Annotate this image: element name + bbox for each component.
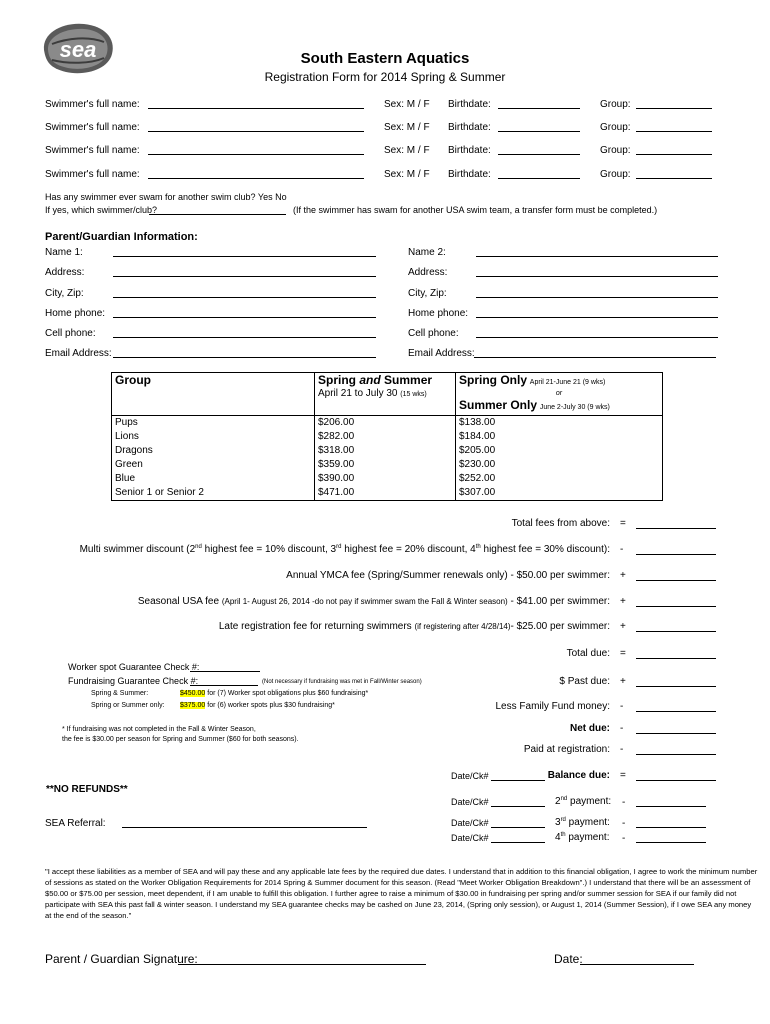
parent-field[interactable]	[113, 357, 376, 358]
birthdate-field[interactable]	[498, 178, 580, 179]
parent-field[interactable]	[476, 256, 718, 257]
op-sign: +	[620, 570, 626, 581]
family-fund-field[interactable]	[636, 711, 716, 712]
swimmer-name-field[interactable]	[148, 178, 364, 179]
parent-label: Address:	[408, 267, 448, 278]
sex-field[interactable]: Sex: M / F	[384, 99, 430, 110]
parent-field[interactable]	[476, 276, 718, 277]
swimmer-name-field[interactable]	[148, 108, 364, 109]
sex-field[interactable]: Sex: M / F	[384, 169, 430, 180]
group-label: Group:	[600, 99, 631, 110]
worker-check-field[interactable]	[190, 671, 260, 672]
sex-field[interactable]: Sex: M / F	[384, 145, 430, 156]
birthdate-label: Birthdate:	[448, 99, 491, 110]
date-check-field[interactable]	[491, 827, 545, 828]
parent-label: Home phone:	[45, 308, 106, 319]
op-sign: +	[620, 676, 626, 687]
swimmer-name-field[interactable]	[148, 154, 364, 155]
total-fees-field[interactable]	[636, 528, 716, 529]
sex-field[interactable]: Sex: M / F	[384, 122, 430, 133]
fees-header-row	[112, 373, 663, 416]
family-fund-label: Less Family Fund money:	[495, 701, 610, 712]
worker-check-label: Worker spot Guarantee Check #:	[68, 662, 200, 672]
fundraising-check-label: Fundraising Guarantee Check #:	[68, 676, 199, 686]
past-due-field[interactable]	[636, 686, 716, 687]
swimmer-name-label: Swimmer's full name:	[45, 122, 140, 133]
swimmer-name-label: Swimmer's full name:	[45, 169, 140, 180]
date-check-label: Date/Ck#	[451, 771, 489, 781]
parent-field[interactable]	[113, 297, 376, 298]
parent-label: Cell phone:	[408, 328, 459, 339]
fundraising-footnote: the fee is $30.00 per season for Spring and Summer ($60 for both seasons).	[62, 736, 299, 743]
total-due-label: Total due:	[566, 648, 610, 659]
parent-field[interactable]	[476, 317, 718, 318]
sea-logo	[38, 20, 118, 76]
spring-summer-header: Spring and Summer April 21 to July 30 (15 wks)	[315, 373, 456, 416]
group-field[interactable]	[636, 178, 712, 179]
balance-due-label: Balance due:	[547, 770, 610, 781]
op-sign: -	[620, 701, 624, 712]
payment-3-field[interactable]	[636, 827, 706, 828]
parent-heading: Parent/Guardian Information:	[45, 231, 198, 243]
group-header: Group	[112, 373, 315, 416]
date-check-field[interactable]	[491, 842, 545, 843]
parent-label: Home phone:	[408, 308, 469, 319]
parent-label: Email Address:	[45, 348, 112, 359]
group-label: Group:	[600, 169, 631, 180]
op-sign: =	[620, 518, 626, 529]
referral-field[interactable]	[122, 827, 367, 828]
net-due-label: Net due:	[570, 723, 610, 734]
multi-discount-field[interactable]	[636, 554, 716, 555]
date-check-label: Date/Ck#	[451, 833, 489, 843]
group-label: Group:	[600, 145, 631, 156]
ymca-fee-field[interactable]	[636, 580, 716, 581]
parent-field[interactable]	[476, 337, 718, 338]
svg-text:sea: sea	[59, 37, 97, 62]
ss-guarantee-label: Spring & Summer:	[91, 690, 149, 697]
ss-guarantee-text: $450.00 for (7) Worker spot obligations plus $60 fundraising*	[180, 690, 369, 697]
group-field[interactable]	[636, 108, 712, 109]
spring-summer-only-header: Spring Only April 21-June 21 (9 wks) or Summer Only June 2-July 30 (9 wks)	[456, 373, 663, 416]
fees-table	[111, 372, 663, 501]
parent-label: Name 1:	[45, 247, 83, 258]
op-sign: -	[620, 544, 624, 555]
op-sign: -	[622, 818, 626, 829]
payment-4-field[interactable]	[636, 842, 706, 843]
no-refunds-label: **NO REFUNDS**	[46, 784, 128, 795]
op-sign: +	[620, 621, 626, 632]
total-due-field[interactable]	[636, 658, 716, 659]
referral-label: SEA Referral:	[45, 818, 106, 829]
birthdate-label: Birthdate:	[448, 145, 491, 156]
op-sign: =	[620, 770, 626, 781]
other-club-which-label: If yes, which swimmer/club?	[45, 205, 158, 215]
total-fees-label: Total fees from above:	[511, 518, 610, 529]
past-due-label: $ Past due:	[559, 676, 610, 687]
parent-field[interactable]	[474, 357, 716, 358]
parent-label: Address:	[45, 267, 85, 278]
page-title: South Eastern Aquatics	[300, 50, 470, 67]
swimmer-name-label: Swimmer's full name:	[45, 99, 140, 110]
op-sign: -	[620, 723, 624, 734]
fundraising-check-field[interactable]	[190, 685, 258, 686]
late-fee-field[interactable]	[636, 631, 716, 632]
parent-label: Name 2:	[408, 247, 446, 258]
date-check-label: Date/Ck#	[451, 797, 489, 807]
signature-field[interactable]	[178, 964, 426, 965]
birthdate-field[interactable]	[498, 154, 580, 155]
parent-label: Cell phone:	[45, 328, 96, 339]
ymca-fee-label: Annual YMCA fee (Spring/Summer renewals only) - $50.00 per swimmer:	[286, 570, 610, 581]
page-subtitle: Registration Form for 2014 Spring & Summer	[264, 70, 506, 84]
payment-3-label: 3rd payment:	[555, 817, 610, 828]
group-field[interactable]	[636, 154, 712, 155]
group-field[interactable]	[636, 131, 712, 132]
fundraising-footnote: * If fundraising was not completed in the Fall & Winter Season,	[62, 726, 256, 733]
signature-label: Parent / Guardian Signature:	[45, 952, 198, 966]
parent-field[interactable]	[113, 337, 376, 338]
parent-label: Email Address:	[408, 348, 475, 359]
parent-field[interactable]	[113, 276, 376, 277]
late-fee-label: Late registration fee for returning swimmers (if registering after 4/28/14)- $25.00 per swimmer:	[218, 621, 610, 632]
signature-date-label: Date:	[554, 952, 583, 966]
paid-label: Paid at registration:	[523, 744, 610, 755]
net-due-field[interactable]	[636, 733, 716, 734]
parent-field[interactable]	[113, 317, 376, 318]
other-club-which-field[interactable]	[149, 214, 286, 215]
op-sign: -	[622, 797, 626, 808]
fundraising-note: (Not necessary if fundraising was met in Fall/Winter season)	[262, 679, 422, 685]
parent-label: City, Zip:	[408, 288, 447, 299]
birthdate-field[interactable]	[498, 108, 580, 109]
op-sign: -	[622, 833, 626, 844]
one-guarantee-text: $375.00 for (6) worker spots plus $30 fundraising*	[180, 702, 335, 709]
other-club-question: Has any swimmer ever swam for another swim club? Yes No	[45, 192, 287, 202]
date-check-field[interactable]	[491, 780, 545, 781]
usa-fee-label: Seasonal USA fee (April 1- August 26, 2014 -do not pay if swimmer swam the Fall & Winter season) - $41.00 per swimmer:	[137, 596, 610, 607]
date-check-field[interactable]	[491, 806, 545, 807]
op-sign: -	[620, 744, 624, 755]
parent-field[interactable]	[476, 297, 718, 298]
agreement-text: "I accept these liabilities as a member of SEA and will pay these and any applicable late fees by the required due dates. I understand that in addition to this financial obligation, I agree to work the minimum number of sessions as stated on the Worker Obligation Requirements for 2014 Spring & Summer document for this season. (Read "Meet Worker Obligation Breakdown".) I understand that there will be an assessment of $50.00 or $75.00 per session, meet dependent, if I am unable to fulfill this obligation. I further agree to raise a minimum of $30.00 in fundraising per spring and/or summer session for SEA if our family did not participate with SEA this past fall & winter season. I understand my SEA guarantee checks may be cashed on June 23, 2014, (Spring only session), or August 1, 2014 (Summer Session), if I owe SEA any money at the end of the season."	[45, 867, 758, 920]
op-sign: +	[620, 596, 626, 607]
usa-fee-field[interactable]	[636, 606, 716, 607]
transfer-note: (If the swimmer has swam for another USA swim team, a transfer form must be completed.)	[293, 205, 658, 215]
multi-swimmer-discount-label: Multi swimmer discount (2nd highest fee = 10% discount, 3rd highest fee = 20% discount, 4th highest fee = 30% discount):	[79, 544, 610, 555]
date-check-label: Date/Ck#	[451, 818, 489, 828]
parent-label: City, Zip:	[45, 288, 84, 299]
birthdate-field[interactable]	[498, 131, 580, 132]
swimmer-name-field[interactable]	[148, 131, 364, 132]
op-sign: =	[620, 648, 626, 659]
paid-field[interactable]	[636, 754, 716, 755]
table-row: Pups Lions Dragons Green Blue Senior 1 or Senior 2 $206.00 $282.00 $318.00 $359.00 $390.00 $471.00 $138.00 $184.00 $205.00 $230.00 $252.00 $307.00	[112, 416, 663, 501]
birthdate-label: Birthdate:	[448, 122, 491, 133]
payment-2-field[interactable]	[636, 806, 706, 807]
birthdate-label: Birthdate:	[448, 169, 491, 180]
group-label: Group:	[600, 122, 631, 133]
signature-date-field[interactable]	[580, 964, 694, 965]
payment-2-label: 2nd payment:	[555, 796, 612, 807]
one-guarantee-label: Spring or Summer only:	[91, 702, 165, 709]
parent-field[interactable]	[113, 256, 376, 257]
balance-due-field[interactable]	[636, 780, 716, 781]
swimmer-name-label: Swimmer's full name:	[45, 145, 140, 156]
payment-4-label: 4th payment:	[555, 832, 610, 843]
